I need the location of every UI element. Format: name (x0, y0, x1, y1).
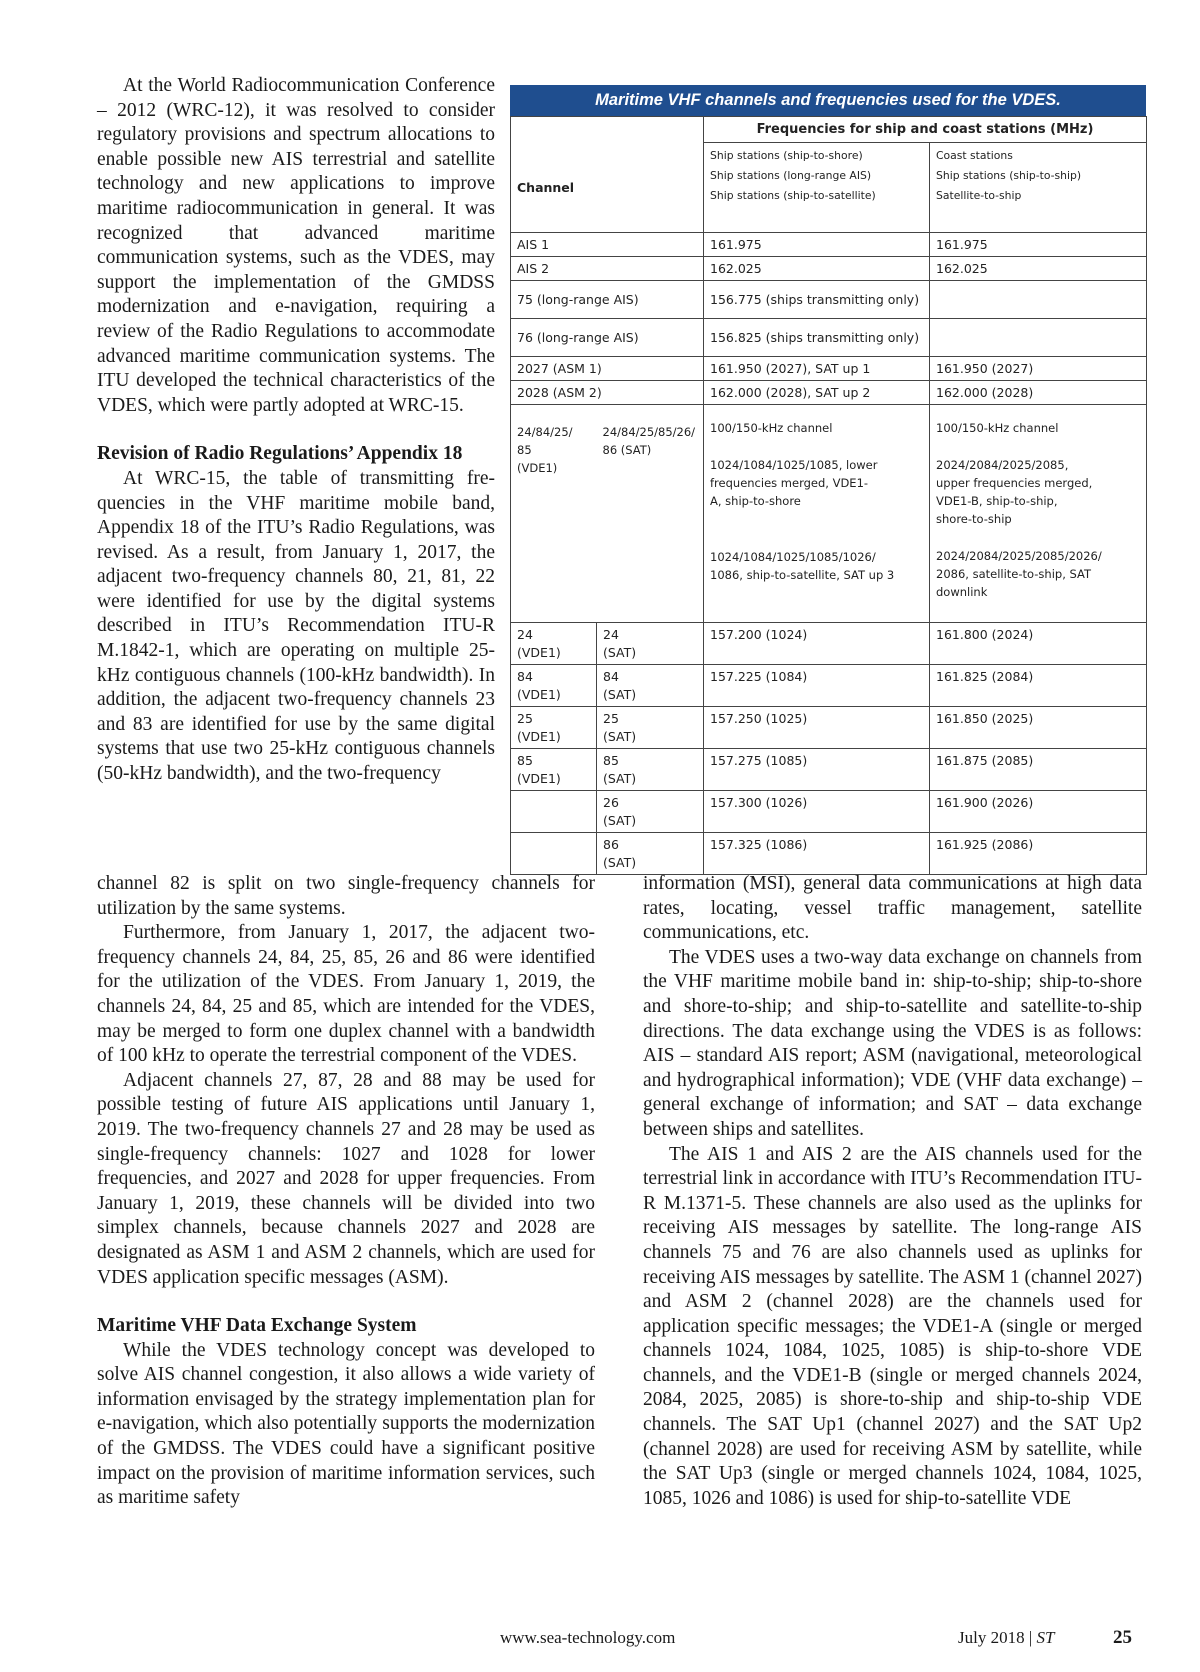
appendix-paragraph-1-continued: channel 82 is split on two single-frequency channels for utilization by the same systems. (97, 873, 595, 919)
ship-freq-cell: 156.825 (ships transmitting only) (704, 319, 930, 357)
coast-freq-cell-vde: 100/150-kHz channel 2024/2084/2025/2085, upper frequencies merged, VDE1-B, ship-to-ship, shore-to-ship 2024/2084/2025/2085/2026/ 2086, satellite-to-ship, SAT downlink (930, 405, 1147, 623)
right-paragraph-1: information (MSI), general data communications at high data rates, locating, vessel traffic management, satellite communications, etc. (643, 873, 1142, 944)
channel-cell-a: 24 (VDE1) (511, 623, 597, 665)
channel-cell-b: 26 (SAT) (597, 791, 704, 833)
channel-cell-a: 25 (VDE1) (511, 707, 597, 749)
coast-freq-cell (930, 319, 1147, 357)
table-row (511, 833, 1147, 875)
coast-freq-cell: 161.875 (2085) (930, 749, 1147, 791)
channel-cell-b: 85 (SAT) (597, 749, 704, 791)
right-paragraph-3: The AIS 1 and AIS 2 are the AIS channels used for the terrestrial link in accordance with ITU’s Recommendation ITU-R M.1371-5. These channels are also used as the uplinks for receiving AIS messages by satellite. The long-range AIS channels 75 and 76 are also channels used as uplinks for receiving AIS messages by satellite. The ASM 1 (channel 2027) and ASM 2 (channel 2028) are the channels used for application specific messages; the VDE1-A (single or merged channels 1024, 1084, 1025, 1085) is ship-to-shore VDE channels, and the VDE1-B (single or merged channels 2024, 2084, 2025, 2085) is shore-to-ship and ship-to-ship VDE channels. The SAT Up1 (channel 2027) and the SAT Up2 (channel 2028) are used for receiving ASM by satellite, while the SAT Up3 (single or merged channels 1024, 1084, 1025, 1085, 1026 and 1086) is used for ship-to-satellite VDE (643, 1143, 1142, 1509)
channel-cell-a (511, 833, 597, 875)
table-row (511, 665, 1147, 707)
ship-freq-cell: 157.325 (1086) (704, 833, 930, 875)
channel-cell: 76 (long-range AIS) (511, 319, 704, 357)
channel-cell: AIS 2 (511, 257, 704, 281)
table-row (511, 281, 1147, 319)
channel-cell-a (511, 791, 597, 833)
ship-freq-cell: 157.275 (1085) (704, 749, 930, 791)
ship-freq-cell: 156.775 (ships transmitting only) (704, 281, 930, 319)
left-column-bottom (97, 872, 595, 1511)
vdes-paragraph-1: While the VDES technology concept was developed to solve AIS channel congestion, it also allows a wide variety of information envisaged by the strategy implementation plan for e-navigation, which also potentially supports the modernization of the GMDSS. The VDES could have a significant positive impact on the provision of maritime information services, such as maritime safety (97, 1339, 595, 1509)
table-row (511, 357, 1147, 381)
ship-freq-cell: 157.200 (1024) (704, 623, 930, 665)
footer-date: July 2018 | (958, 1628, 1037, 1647)
footer-date-block (958, 1628, 1054, 1648)
page-number: 25 (1113, 1627, 1132, 1648)
channel-cell-b: 84 (SAT) (597, 665, 704, 707)
table-row (511, 749, 1147, 791)
ship-header: Ship stations (ship-to-shore) Ship stations (long-range AIS) Ship stations (ship-to-satellite) (704, 143, 930, 233)
channel-cell: 75 (long-range AIS) (511, 281, 704, 319)
channel-cell: 2027 (ASM 1) (511, 357, 704, 381)
table-row (511, 623, 1147, 665)
table-row (511, 319, 1147, 357)
ship-freq-cell: 162.025 (704, 257, 930, 281)
coast-freq-cell: 161.950 (2027) (930, 357, 1147, 381)
coast-freq-cell: 162.000 (2028) (930, 381, 1147, 405)
table-row (511, 257, 1147, 281)
coast-freq-cell: 161.975 (930, 233, 1147, 257)
vdes-frequency-table (510, 85, 1146, 875)
freq-header: Frequencies for ship and coast stations (MHz) (704, 117, 1147, 143)
coast-freq-cell: 161.925 (2086) (930, 833, 1147, 875)
coast-freq-cell: 161.850 (2025) (930, 707, 1147, 749)
table-row-vde-merged (511, 405, 1147, 623)
ship-freq-cell: 162.000 (2028), SAT up 2 (704, 381, 930, 405)
channel-cell-b: 25 (SAT) (597, 707, 704, 749)
ship-freq-cell-vde: 100/150-kHz channel 1024/1084/1025/1085, lower frequencies merged, VDE1- A, ship-to-shore 1024/1084/1025/1085/1026/ 1086, ship-to-satellite, SAT up 3 (704, 405, 930, 623)
table-row (511, 381, 1147, 405)
channel-cell-sat: 24/84/25/85/26/ 86 (SAT) (597, 405, 704, 623)
table-row (511, 791, 1147, 833)
coast-freq-cell: 162.025 (930, 257, 1147, 281)
appendix-paragraph-1: At WRC-15, the table of transmitting frequencies in the VHF maritime mobile band, Appendix 18 of the ITU’s Radio Regulations, was revised. As a result, from January 1, 2017, the adjacent two-frequency channels 80, 21, 81, 22 were identified for use by the digital systems described in ITU’s Recommendation ITU-R M.1842-1, which are operating on multiple 25-kHz contiguous channels (100-kHz bandwidth). In addition, the adjacent two-frequency channels 23 and 83 are identified for use by the same digital systems that use two 25-kHz contiguous channels (50-kHz bandwidth), and the two-frequency (97, 467, 495, 785)
channel-cell: 2028 (ASM 2) (511, 381, 704, 405)
coast-freq-cell: 161.825 (2084) (930, 665, 1147, 707)
coast-freq-cell: 161.800 (2024) (930, 623, 1147, 665)
channel-cell-b: 86 (SAT) (597, 833, 704, 875)
ship-freq-cell: 161.950 (2027), SAT up 1 (704, 357, 930, 381)
left-column-top (97, 74, 495, 787)
ship-freq-cell: 161.975 (704, 233, 930, 257)
table-row (511, 707, 1147, 749)
footer-url: www.sea-technology.com (500, 1628, 676, 1647)
right-paragraph-2: The VDES uses a two-way data exchange on channels from the VHF maritime mobile band in: ship-to-ship; ship-to-shore and shore-to-ship; and ship-to-satellite and satellite-to-ship directions. The data exchange using the VDES is as follows: AIS – standard AIS report; ASM (navigational, meteorological and hydrographical information); VDE (VHF data exchange) – general exchange of information; and SAT – data exchange between ships and satellites. (643, 946, 1142, 1140)
table-row (511, 233, 1147, 257)
ship-freq-cell: 157.225 (1084) (704, 665, 930, 707)
coast-freq-cell: 161.900 (2026) (930, 791, 1147, 833)
channel-header: Channel (511, 143, 704, 233)
ship-freq-cell: 157.250 (1025) (704, 707, 930, 749)
table-corner-cell (511, 117, 704, 143)
channel-cell-a: 84 (VDE1) (511, 665, 597, 707)
frequency-table (510, 116, 1147, 875)
footer-publication: ST (1036, 1628, 1055, 1647)
appendix-heading: Revision of Radio Regulations’ Appendix 18 (97, 443, 463, 465)
ship-freq-cell: 157.300 (1026) (704, 791, 930, 833)
vdes-heading: Maritime VHF Data Exchange System (97, 1315, 417, 1337)
right-column (643, 872, 1142, 1511)
table-title: Maritime VHF channels and frequencies used for the VDES. (510, 85, 1146, 116)
channel-cell-vde1: 24/84/25/ 85 (VDE1) (511, 405, 597, 623)
intro-paragraph: At the World Radiocommunication Conference – 2012 (WRC-12), it was resolved to consider regulatory provisions and spectrum allocations to enable possible new AIS terrestrial and satellite technology and new applications to improve maritime radiocommunication in general. It was recognized that advanced maritime communication systems, such as the VDES, may support the implementation of the GMDSS modernization and e-navigation, requiring a review of the Radio Regulations to accommodate advanced maritime communication systems. The ITU developed the technical characteristics of the VDES, which were partly adopted at WRC-15. (97, 75, 495, 416)
coast-freq-cell (930, 281, 1147, 319)
coast-header: Coast stations Ship stations (ship-to-ship) Satellite-to-ship (930, 143, 1147, 233)
appendix-paragraph-2: Furthermore, from January 1, 2017, the adjacent two-frequency channels 24, 84, 25, 85, 26 and 86 were identified for the utilization of the VDES. From January 1, 2019, the channels 24, 84, 25 and 85, which are intended for the VDES, may be merged to form one duplex channel with a bandwidth of 100 kHz to operate the terrestrial component of the VDES. (97, 922, 595, 1067)
appendix-paragraph-3: Adjacent channels 27, 87, 28 and 88 may be used for possible testing of future AIS applications until January 1, 2019. The two-frequency channels 27 and 28 may be used as single-frequency channels: 1027 and 1028 for lower frequencies, and 2027 and 2028 for upper frequencies. From January 1, 2019, these channels will be divided into two simplex channels, because channels 2027 and 2028 are designated as ASM 1 and ASM 2 channels, which are used for VDES application specific messages (ASM). (97, 1069, 595, 1288)
page-footer (0, 1628, 1200, 1654)
channel-cell-b: 24 (SAT) (597, 623, 704, 665)
channel-cell-a: 85 (VDE1) (511, 749, 597, 791)
channel-cell: AIS 1 (511, 233, 704, 257)
